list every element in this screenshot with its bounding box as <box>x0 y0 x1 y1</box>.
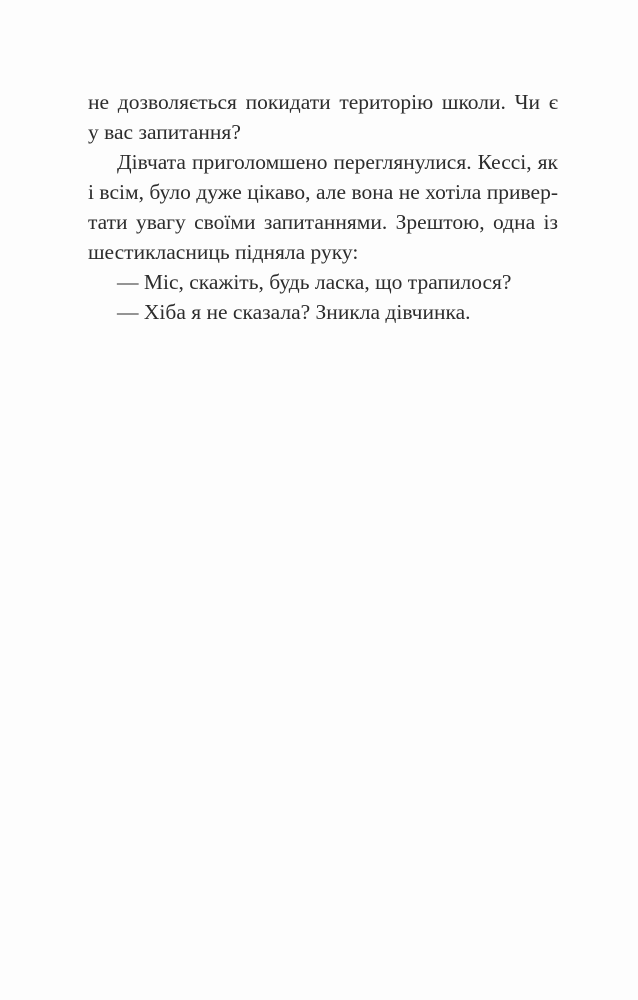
text-line: і всім, було дуже цікаво, але вона не хотіла привер- <box>88 180 558 204</box>
text-line: Дівчата приголомшено переглянулися. Кессі, як <box>117 150 558 174</box>
text-line: — Хіба я не сказала? Зникла дівчинка. <box>117 300 471 324</box>
text-line: шестикласниць підняла руку: <box>88 240 359 264</box>
text-line: — Міс, скажіть, будь ласка, що трапилося? <box>117 270 512 294</box>
text-line: тати увагу своїми запитаннями. Зрештою, одна із <box>88 210 558 234</box>
text-line: у вас запитання? <box>88 120 241 144</box>
text-line: не дозволяється покидати територію школи. Чи є <box>88 90 558 114</box>
page-text <box>88 87 558 327</box>
